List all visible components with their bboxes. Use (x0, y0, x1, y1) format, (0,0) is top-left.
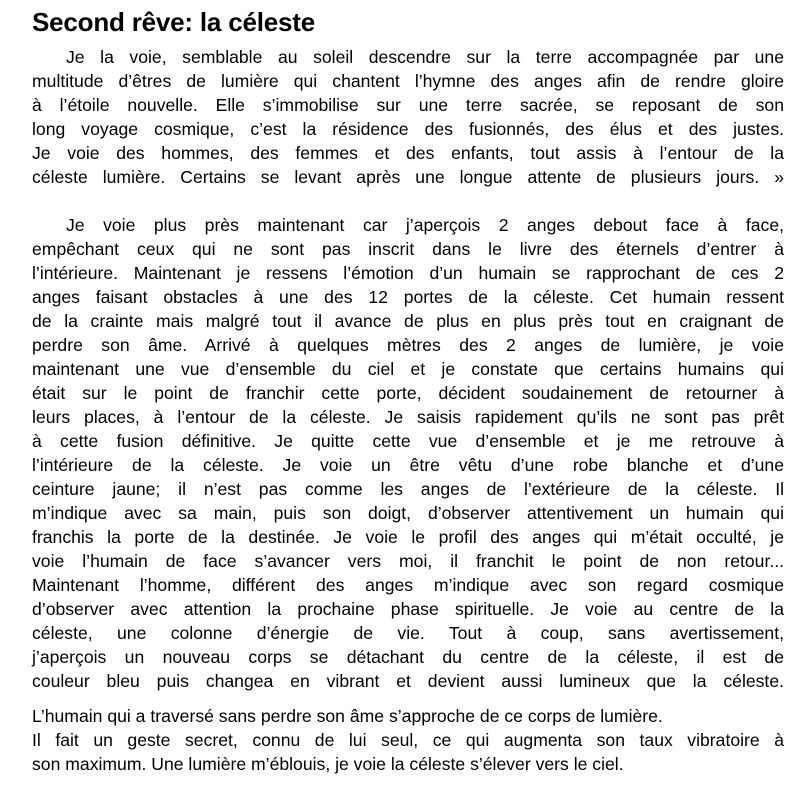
text-line: à cette fusion définitive. Je quitte cette vue d’ensemble et je me retrouve à (32, 431, 784, 451)
document-page (32, 6, 784, 776)
page-title: Second rêve: la céleste (32, 7, 315, 37)
text-line: l’intérieure. Maintenant je ressens l’émotion d’un humain se rapprochant de ces 2 (32, 263, 784, 283)
text-line: franchis la porte de la destinée. Je voie le profil des anges qui m’était occulté, je (32, 527, 784, 547)
text-line: à l’étoile nouvelle. Elle s’immobilise sur une terre sacrée, se reposant de son (32, 95, 784, 115)
text-line: l’intérieure de la céleste. Je voie un être vêtu d’une robe blanche et d’une (32, 455, 784, 475)
paragraph-2 (32, 213, 784, 693)
text-line: empêchant ceux qui ne sont pas inscrit dans le livre des éternels d’entrer à (32, 239, 784, 259)
text-line: d’observer avec attention la prochaine phase spirituelle. Je voie au centre de la (32, 599, 784, 619)
text-line: céleste, une colonne d’énergie de vie. Tout à coup, sans avertissement, (32, 623, 784, 643)
text-line: Je voie plus près maintenant car j’aperçois 2 anges debout face à face, (66, 215, 784, 235)
text-line: Il fait un geste secret, connu de lui seul, ce qui augmenta son taux vibratoire à (32, 730, 784, 750)
paragraph-spacer (32, 693, 784, 704)
paragraph-spacer (32, 189, 784, 213)
paragraph-3 (32, 704, 784, 776)
text-line: céleste lumière. Certains se levant après une longue attente de plusieurs jours. » (32, 167, 784, 187)
text-line: maintenant une vue d’ensemble du ciel et je constate que certains humains qui (32, 359, 784, 379)
text-line: ceinture jaune; il n’est pas comme les anges de l’extérieure de la céleste. Il (32, 479, 784, 499)
text-line: j’aperçois un nouveau corps se détachant du centre de la céleste, il est de (32, 647, 784, 667)
text-line: Je la voie, semblable au soleil descendre sur la terre accompagnée par une (66, 47, 784, 67)
text-line: voie l’humain de face s’avancer vers moi, il franchit le point de non retour... (32, 551, 784, 571)
text-line: couleur bleu puis changea en vibrant et devient aussi lumineux que la céleste. (32, 671, 784, 691)
paragraph-1 (32, 45, 784, 189)
text-line: anges faisant obstacles à une des 12 portes de la céleste. Cet humain ressent (32, 287, 784, 307)
text-line: m’indique avec sa main, puis son doigt, d’observer attentivement un humain qui (32, 503, 784, 523)
text-line: Maintenant l’homme, différent des anges m’indique avec son regard cosmique (32, 575, 784, 595)
text-line: était sur le point de franchir cette porte, décident soudainement de retourner à (32, 383, 784, 403)
text-line: long voyage cosmique, c’est la résidence des fusionnés, des élus et des justes. (32, 119, 784, 139)
text-line: leurs places, à l’entour de la céleste. Je saisis rapidement qu’ils ne sont pas prêt (32, 407, 784, 427)
text-line: son maximum. Une lumière m’éblouis, je voie la céleste s’élever vers le ciel. (32, 754, 624, 774)
text-line: perdre son âme. Arrivé à quelques mètres des 2 anges de lumière, je voie (32, 335, 784, 355)
text-line: multitude d’êtres de lumière qui chantent l’hymne des anges afin de rendre gloire (32, 71, 784, 91)
text-line: Je voie des hommes, des femmes et des enfants, tout assis à l’entour de la (32, 143, 784, 163)
text-line: L’humain qui a traversé sans perdre son âme s’approche de ce corps de lumière. (32, 706, 663, 726)
text-line: de la crainte mais malgré tout il avance de plus en plus près tout en craignant de (32, 311, 784, 331)
